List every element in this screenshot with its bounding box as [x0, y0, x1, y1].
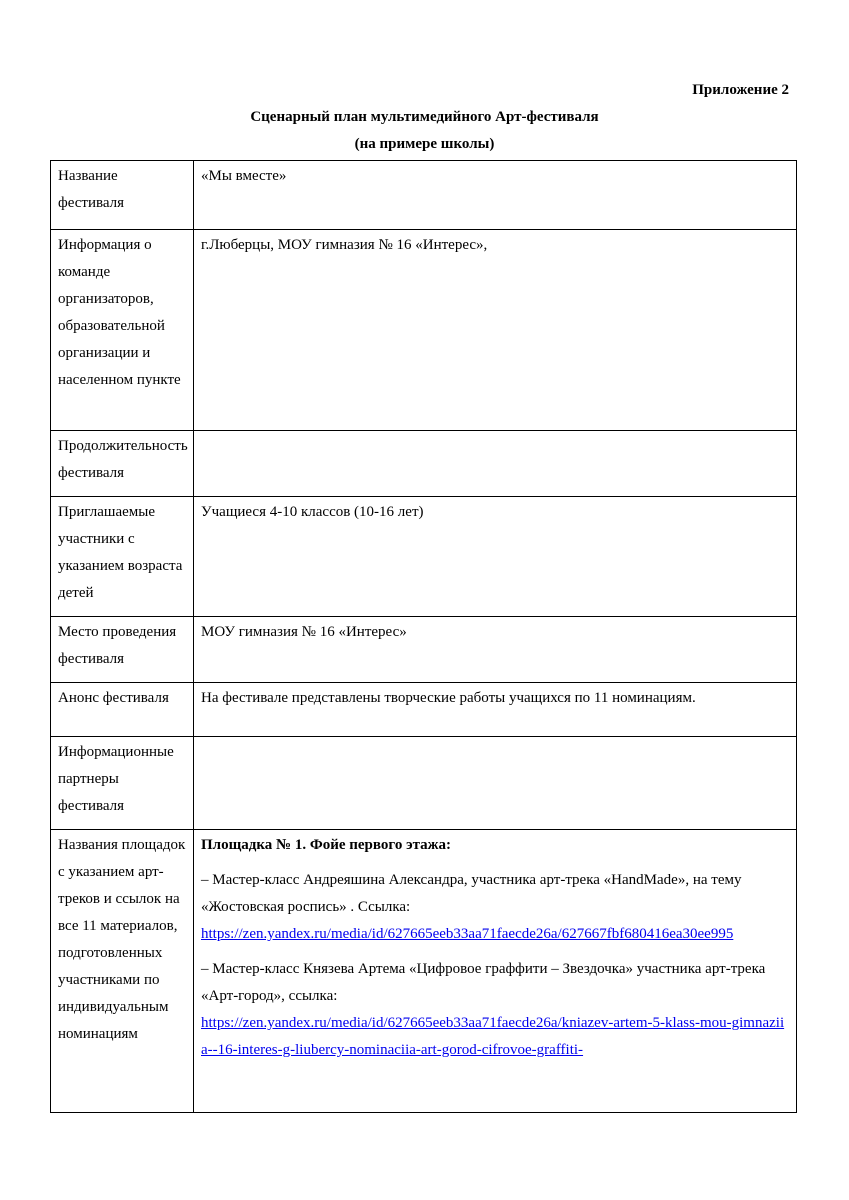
row-label: Информация о команде организаторов, образовательной организации и населенном пункте	[51, 230, 194, 431]
row-label: Место проведения фестиваля	[51, 617, 194, 683]
table-row	[51, 431, 797, 497]
row-label: Приглашаемые участники с указанием возраста детей	[51, 497, 194, 617]
document-subtitle: (на примере школы)	[354, 136, 495, 152]
table-row	[51, 683, 797, 737]
row-value: Учащиеся 4-10 классов (10-16 лет)	[194, 497, 797, 617]
venues-cell	[194, 830, 797, 1113]
venue-item	[201, 956, 789, 1064]
venue-item	[201, 867, 789, 948]
row-label: Названия площадок с указанием арт-треков и ссылок на все 11 материалов, подготовленных участниками по индивидуальным номинациям	[51, 830, 194, 1113]
table-row	[51, 230, 797, 431]
row-value	[194, 431, 797, 497]
row-value: МОУ гимназия № 16 «Интерес»	[194, 617, 797, 683]
row-label: Продолжительность фестиваля	[51, 431, 194, 497]
row-value: г.Люберцы, МОУ гимназия № 16 «Интерес»,	[194, 230, 797, 431]
table-row	[51, 830, 797, 1113]
item-description: – Мастер-класс Андреяшина Александра, участника арт-трека «HandMade», на тему «Жостовская роспись» . Ссылка:	[201, 872, 742, 915]
festival-plan-table	[50, 160, 797, 1113]
row-value: На фестивале представлены творческие работы учащихся по 11 номинациям.	[194, 683, 797, 737]
table-row	[51, 497, 797, 617]
material-link[interactable]: https://zen.yandex.ru/media/id/627665eeb33aa71faecde26a/kniazev-artem-5-klass-mou-gimnaziia--16-interes-g-liubercy-nominaciia-art-gorod-cifrovoe-graffiti-	[201, 1015, 785, 1058]
table-row	[51, 161, 797, 230]
material-link[interactable]: https://zen.yandex.ru/media/id/627665eeb33aa71faecde26a/627667fbf680416ea30ee995	[201, 926, 734, 942]
row-label: Анонс фестиваля	[51, 683, 194, 737]
row-value: «Мы вместе»	[194, 161, 797, 230]
document-title: Сценарный план мультимедийного Арт-фестиваля	[250, 109, 599, 125]
table-row	[51, 737, 797, 830]
row-label: Информационные партнеры фестиваля	[51, 737, 194, 830]
table-row	[51, 617, 797, 683]
row-value	[194, 737, 797, 830]
row-label: Название фестиваля	[51, 161, 194, 230]
appendix-label: Приложение 2	[692, 82, 789, 98]
venue-heading: Площадка № 1. Фойе первого этажа:	[201, 837, 451, 853]
item-description: – Мастер-класс Князева Артема «Цифровое граффити – Звездочка» участника арт-трека «Арт-город», ссылка:	[201, 961, 766, 1004]
